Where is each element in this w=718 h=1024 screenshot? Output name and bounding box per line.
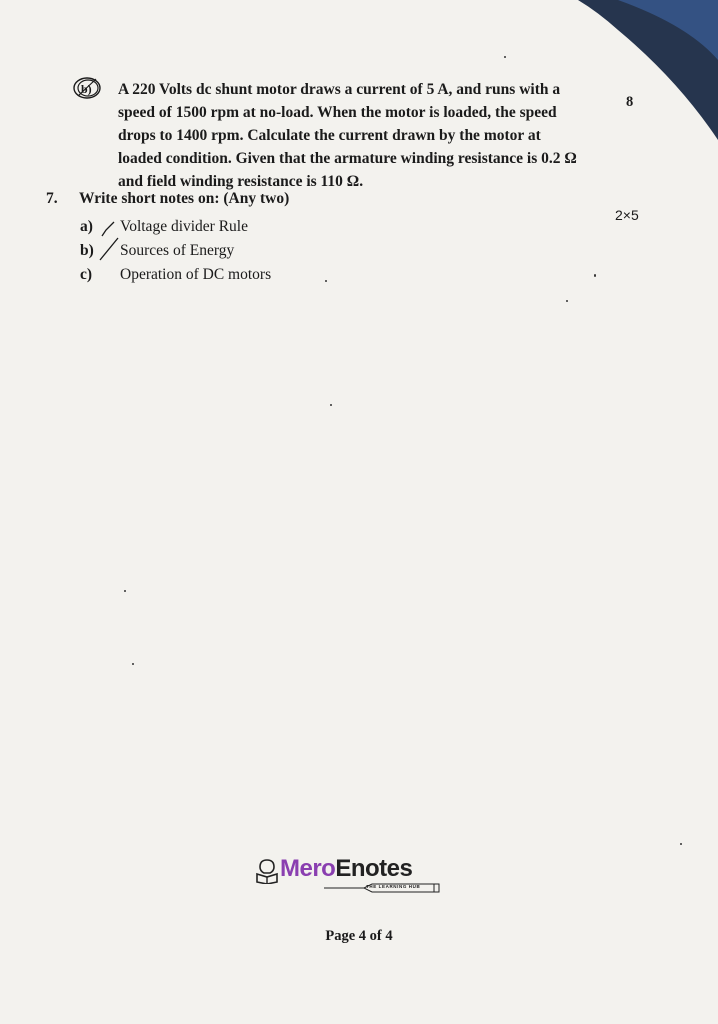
question-line: speed of 1500 rpm at no-load. When the motor is loaded, the speed [118,104,557,121]
question-7-text: Write short notes on: (Any two) [79,190,290,207]
circled-label-b-icon [72,76,102,100]
pen-check-marks-icon [96,216,136,266]
scan-speck [132,663,134,665]
question-line: and field winding resistance is 110 Ω. [118,173,364,190]
scan-speck [325,280,327,282]
item-label: a) [80,218,93,235]
logo-tagline: THE LEARNING HUB [366,884,421,889]
logo-enotes: Enotes [335,855,413,882]
question-7-marks: 2×5 [615,207,639,223]
scan-speck [504,56,506,58]
question-number: 7. [46,190,58,207]
item-text: Sources of Energy [120,242,235,259]
book-bulb-icon [254,858,280,884]
item-text: Voltage divider Rule [120,218,248,235]
scan-speck [594,274,596,277]
logo-wordmark [280,855,412,883]
question-6b-marks: 8 [626,94,634,110]
scan-speck [680,843,682,845]
scan-speck [124,590,126,592]
item-text: Operation of DC motors [120,266,272,283]
question-label: b) [81,82,92,96]
page-number: Page 4 of 4 [325,928,393,944]
question-line: A 220 Volts dc shunt motor draws a current of 5 A, and runs with a [118,81,561,98]
item-label: b) [80,242,94,259]
logo-mero: Mero [280,855,336,882]
question-line: drops to 1400 rpm. Calculate the current drawn by the motor at [118,127,541,144]
item-label: c) [80,266,93,283]
meroenotes-logo [254,852,440,898]
scan-speck [330,404,332,406]
question-6b-text [118,78,602,193]
scan-speck [566,300,568,302]
question-line: loaded condition. Given that the armature winding resistance is 0.2 Ω [118,150,577,167]
